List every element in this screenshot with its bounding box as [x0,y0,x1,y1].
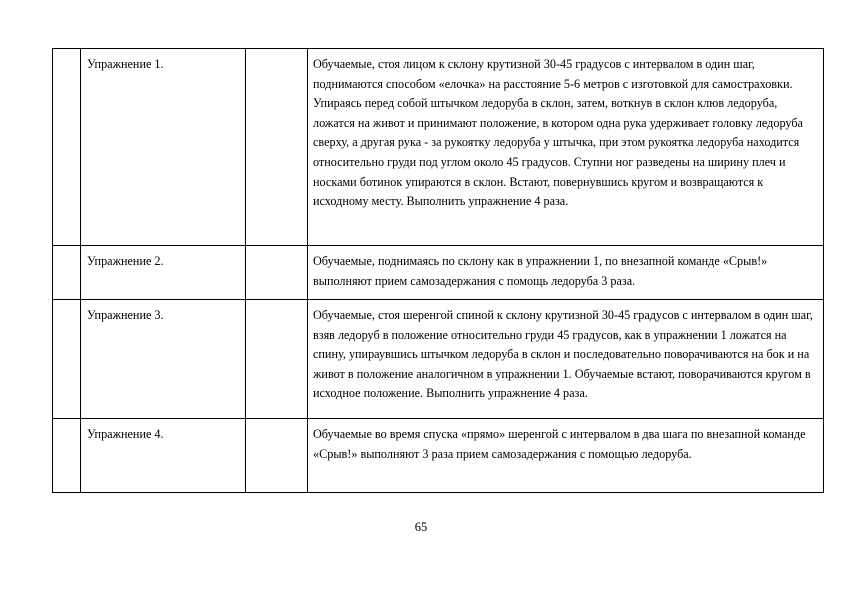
exercise-name: Упражнение 3. [81,300,246,419]
empty-cell [246,419,308,493]
empty-cell [246,300,308,419]
exercise-description: Обучаемые, поднимаясь по склону как в упражнении 1, по внезапной команде «Срыв!» выполняют прием самозадержания с помощь ледоруба 3 раза. [308,246,824,300]
table-row [53,300,824,419]
empty-cell [53,300,81,419]
exercise-name: Упражнение 4. [81,419,246,493]
empty-cell [246,246,308,300]
table-row [53,49,824,246]
exercise-description: Обучаемые, стоя лицом к склону крутизной 30-45 градусов с интервалом в один шаг, поднимаются способом «елочка» на расстояние 5-6 метров с изготовкой для самостраховки. Упираясь перед собой штычком ледоруба в склон, затем, воткнув в склон клюв ледоруба, ложатся на живот и принимают положение, в котором одна рука удерживает головку ледоруба сверху, а другая рука - за рукоятку ледоруба у штычка, при этом рукоятка ледоруба находится относительно груди под углом около 45 градусов. Ступни ног разведены на ширину плеч и носками ботинок упираются в склон. Встают, повернувшись кругом и возвращаются к исходному месту. Выполнить упражнение 4 раза. [308,49,824,246]
table-row [53,246,824,300]
empty-cell [53,419,81,493]
empty-cell [246,49,308,246]
exercises-table [52,48,824,493]
empty-cell [53,246,81,300]
exercise-name: Упражнение 2. [81,246,246,300]
exercise-description: Обучаемые, стоя шеренгой спиной к склону крутизной 30-45 градусов с интервалом в один шаг, взяв ледоруб в положение относительно груди 45 градусов, как в упражнении 1 ложатся на спину, упираувшись штычком ледоруба в склон и последовательно поворачиваются на бок и на живот в положение аналогичном в упражнении 1. Обучаемые встают, поворачиваются кругом в исходное положение. Выполнить упражнение 4 раза. [308,300,824,419]
table-row [53,419,824,493]
exercise-description: Обучаемые во время спуска «прямо» шеренгой с интервалом в два шага по внезапной команде «Срыв!» выполняют 3 раза прием самозадержания с помощью ледоруба. [308,419,824,493]
page-number: 65 [414,520,428,534]
exercise-name: Упражнение 1. [81,49,246,246]
empty-cell [53,49,81,246]
